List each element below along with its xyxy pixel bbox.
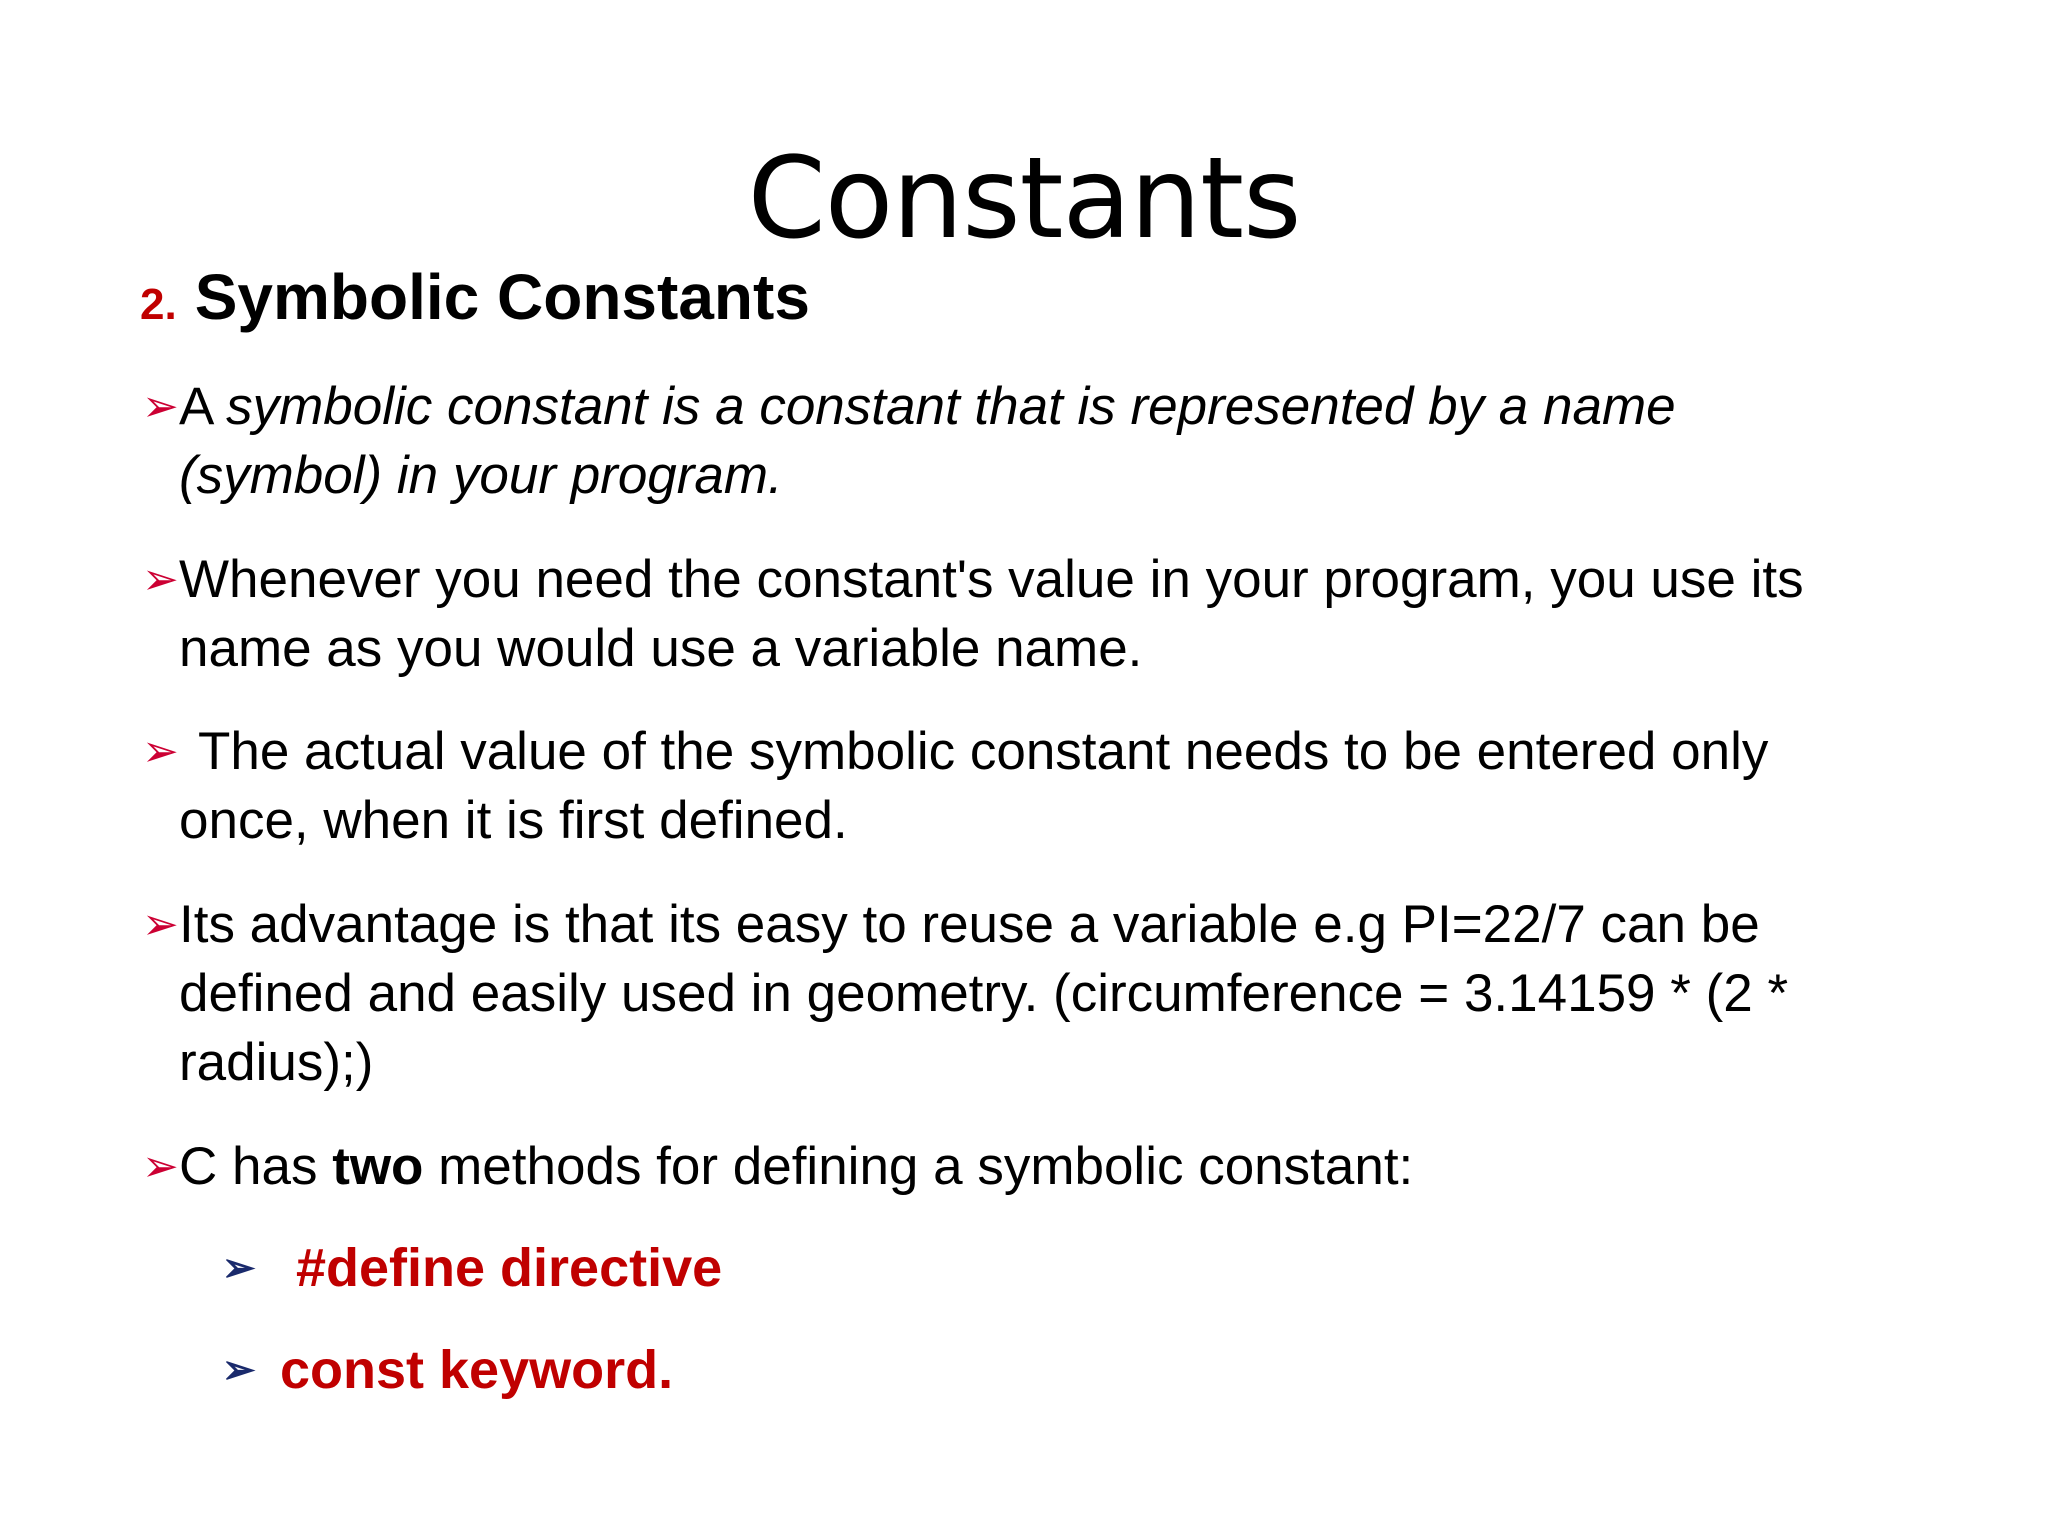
bullet-line: Its advantage is that its easy to reuse a variable e.g PI=22/7 can be (179, 895, 1760, 954)
section-heading (140, 262, 810, 332)
sub-bullet-text: #define directive (296, 1238, 723, 1298)
bullet-line: The actual value of the symbolic constant needs to be entered only (198, 722, 1769, 781)
bullet-continuation: name as you would use a variable name. (179, 619, 1143, 678)
bullet-pre: C has (179, 1137, 333, 1196)
bullet-continuation: once, when it is first defined. (179, 791, 848, 850)
bullet-item (142, 1132, 1972, 1201)
section-heading-text: Symbolic Constants (194, 261, 810, 333)
arrow-bullet-icon: ➢ (142, 555, 179, 604)
sub-bullet-item (222, 1234, 722, 1303)
section-number: 2. (140, 280, 177, 329)
bullet-italic: symbolic constant is a constant that is represented by a name (226, 377, 1676, 436)
arrow-bullet-icon: ➢ (142, 727, 179, 776)
bullet-item (142, 890, 1972, 1097)
bullet-line (142, 1132, 1972, 1201)
arrow-bullet-icon: ➢ (222, 1348, 256, 1392)
arrow-bullet-icon: ➢ (142, 900, 179, 949)
arrow-bullet-icon: ➢ (142, 1142, 179, 1191)
sub-bullet-text: const keyword. (280, 1340, 674, 1400)
sub-bullet-item (222, 1336, 673, 1405)
slide-title: Constants (747, 134, 1301, 264)
bullet-line: Whenever you need the constant's value in your program, you use its (179, 550, 1804, 609)
bullet-continuation: defined and easily used in geometry. (circumference = 3.14159 * (2 * (179, 964, 1789, 1023)
bullet-lead: A (179, 377, 227, 436)
arrow-bullet-icon: ➢ (222, 1246, 256, 1290)
bullet-item (142, 545, 1972, 683)
bullet-post: methods for defining a symbolic constant: (423, 1137, 1414, 1196)
bullet-continuation: radius);) (179, 1033, 374, 1092)
bullet-item (142, 717, 1972, 855)
bullet-continuation: (symbol) in your program. (179, 446, 783, 505)
arrow-bullet-icon: ➢ (142, 382, 179, 431)
bullet-line (142, 372, 1972, 441)
bullet-bold: two (332, 1137, 424, 1196)
bullet-item (142, 372, 1972, 510)
